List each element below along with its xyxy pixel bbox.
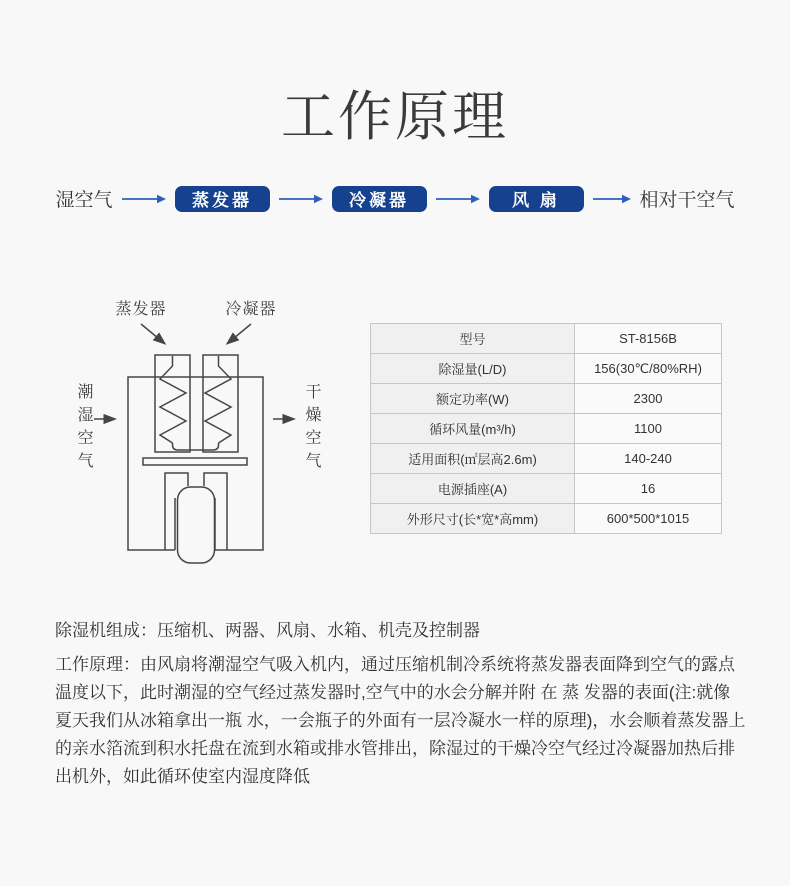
dehumidifier-schematic: [30, 280, 360, 600]
table-row: [371, 414, 722, 444]
arrow-right-icon: [593, 193, 631, 205]
flow-step-evaporator: 蒸发器: [175, 186, 270, 212]
table-row: [371, 384, 722, 414]
process-flow: [0, 185, 790, 212]
evaporator-label: 蒸发器: [115, 301, 167, 318]
coil-connector-pipe: [173, 443, 219, 450]
drip-tray: [143, 458, 247, 465]
spec-value: 600*500*1015: [575, 504, 722, 534]
spec-label: 除湿量(L/D): [371, 354, 575, 384]
table-row: [371, 504, 722, 534]
spec-value: 156(30℃/80%RH): [575, 354, 722, 384]
evaporator-box: [155, 355, 190, 452]
spec-value: ST-8156B: [575, 324, 722, 354]
evaporator-coil: [160, 356, 186, 443]
arrow-right-icon: [436, 193, 480, 205]
spec-label: 适用面积(㎡层高2.6m): [371, 444, 575, 474]
condenser-coil: [205, 356, 231, 443]
left-leg: [165, 473, 188, 550]
spec-label: 电源插座(A): [371, 474, 575, 504]
arrow-right-icon: [122, 193, 166, 205]
condenser-label: 冷凝器: [225, 301, 277, 318]
table-row: [371, 444, 722, 474]
arrow-right-icon: [279, 193, 323, 205]
outlet-air-label: 干燥空气: [303, 383, 320, 475]
spec-value: 1100: [575, 414, 722, 444]
spec-value: 140-240: [575, 444, 722, 474]
condenser-box: [203, 355, 238, 452]
evaporator-pointer-arrow: [141, 324, 164, 343]
flow-output-label: 相对干空气: [639, 190, 735, 211]
spec-label: 型号: [371, 324, 575, 354]
table-row: [371, 474, 722, 504]
table-row: [371, 354, 722, 384]
spec-label: 循环风量(m³/h): [371, 414, 575, 444]
spec-value: 2300: [575, 384, 722, 414]
inlet-air-label: 潮湿空气: [75, 383, 92, 475]
spec-value: 16: [575, 474, 722, 504]
spec-table: [370, 323, 722, 534]
spec-label: 外形尺寸(长*宽*高mm): [371, 504, 575, 534]
flow-step-fan: 风 扇: [489, 186, 584, 212]
flow-step-condenser: 冷凝器: [332, 186, 427, 212]
table-row: [371, 324, 722, 354]
spec-label: 额定功率(W): [371, 384, 575, 414]
flow-input-label: 湿空气: [55, 190, 113, 211]
page-title: 工作原理: [281, 87, 509, 147]
housing-outline: [128, 377, 263, 550]
condenser-pointer-arrow: [228, 324, 251, 343]
working-principle-text: 工作原理：由风扇将潮湿空气吸入机内，通过压缩机制冷系统将蒸发器表面降到空气的露点温度以下，此时潮湿的空气经过蒸发器时,空气中的水会分解并附 在 蒸 发器的表面(注:就像夏天我们从冰箱拿出一瓶 水，一会瓶子的外面有一层冷凝水一样的原理)，水会顺着蒸发器上的亲水箔流到积水托盘在流到水箱或排水管排出，除湿过的干燥冷空气经过冷凝器加热后排出机外，如此循环使室内湿度降低: [55, 655, 746, 786]
composition-text: 除湿机组成：压缩机、两器、风扇、水箱、机壳及控制器: [55, 621, 480, 640]
water-tank: [178, 487, 215, 563]
